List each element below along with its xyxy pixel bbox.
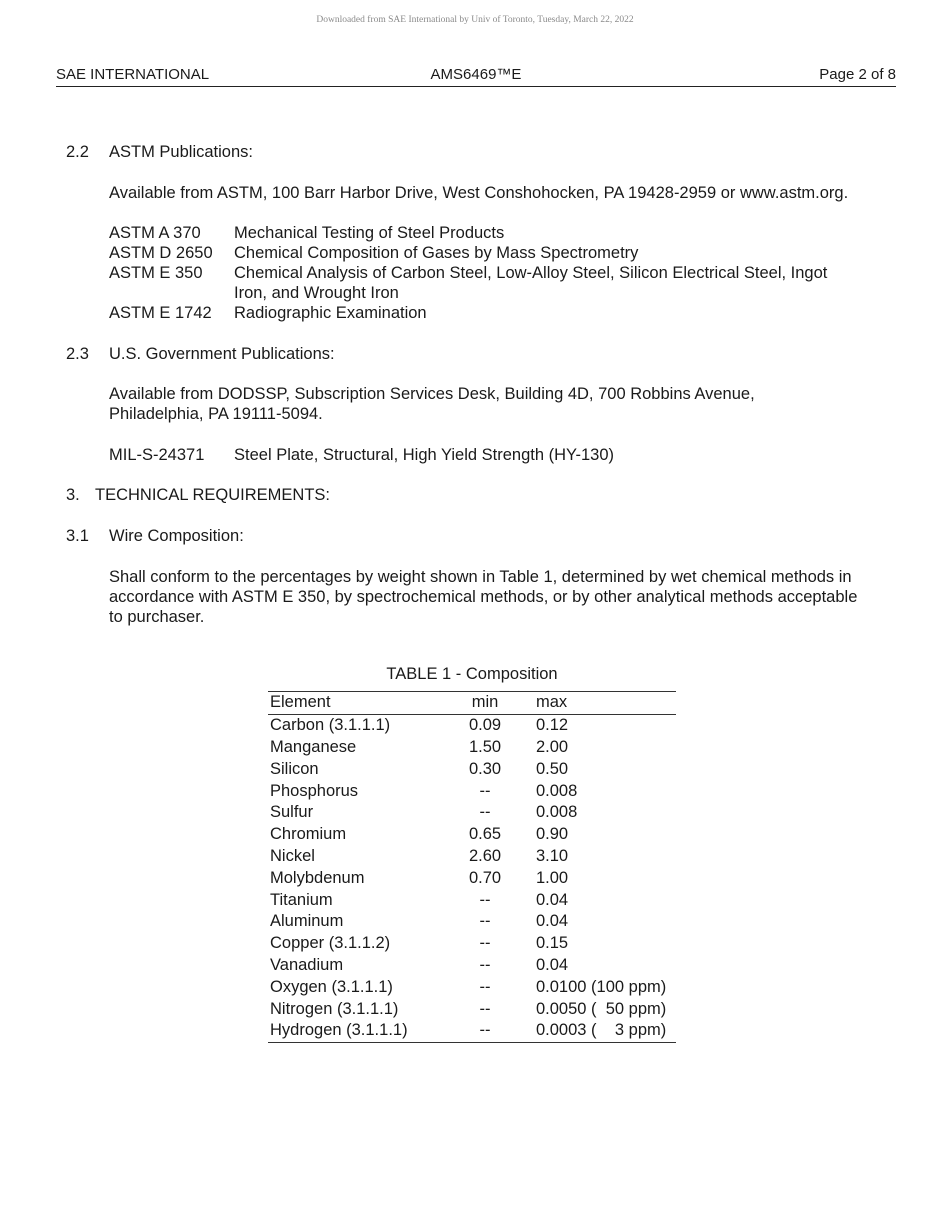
max-cell: 0.008 bbox=[536, 803, 578, 822]
element-cell: Nickel bbox=[270, 846, 315, 865]
max-cell: 3.10 bbox=[536, 846, 569, 865]
min-cell: 0.65 bbox=[468, 825, 502, 844]
dodssp-availability: Available from DODSSP, Subscription Services Desk, Building 4D, 700 Robbins Avenue, Philadelphia, PA 19111-5094. bbox=[109, 385, 755, 423]
element-cell: Manganese bbox=[270, 737, 357, 756]
table-row bbox=[268, 976, 676, 998]
table-row bbox=[268, 714, 676, 736]
max-cell: 0.0003 ( 3 ppm) bbox=[536, 1021, 667, 1040]
ref-title: Radiographic Examination bbox=[234, 304, 427, 322]
ref-title: Mechanical Testing of Steel Products bbox=[234, 224, 505, 242]
table-row bbox=[268, 911, 676, 933]
composition-table bbox=[268, 691, 676, 1043]
max-cell: 2.00 bbox=[536, 737, 569, 756]
max-cell: 0.15 bbox=[536, 934, 569, 953]
min-cell: -- bbox=[479, 934, 491, 953]
max-cell: 0.50 bbox=[536, 759, 569, 778]
min-cell: -- bbox=[479, 803, 491, 822]
element-cell: Titanium bbox=[270, 890, 333, 909]
min-cell: -- bbox=[479, 955, 491, 974]
min-cell: 1.50 bbox=[468, 737, 502, 756]
element-cell: Chromium bbox=[270, 825, 347, 844]
ref-title: Chemical Analysis of Carbon Steel, Low-Alloy Steel, Silicon Electrical Steel, Ingot Iron, and Wrought Iron bbox=[234, 264, 828, 302]
table-row bbox=[268, 889, 676, 911]
table-row bbox=[268, 1020, 676, 1042]
ref-title: Steel Plate, Structural, High Yield Strength (HY-130) bbox=[234, 446, 615, 464]
max-cell: 0.04 bbox=[536, 955, 569, 974]
column-header-max: max bbox=[516, 692, 676, 715]
section-3-1-number: 3.1 bbox=[66, 527, 89, 545]
astm-availability: Available from ASTM, 100 Barr Harbor Drive, West Conshohocken, PA 19428-2959 or www.astm.org. bbox=[109, 184, 849, 202]
element-cell: Molybdenum bbox=[270, 868, 365, 887]
max-cell: 0.04 bbox=[536, 890, 569, 909]
composition-requirement-text: Shall conform to the percentages by weight shown in Table 1, determined by wet chemical methods in accordance with ASTM E 350, by spectrochemical methods, or by other analytical methods acceptable to purchaser. bbox=[109, 568, 858, 626]
max-cell: 1.00 bbox=[536, 868, 569, 887]
ref-code: ASTM E 1742 bbox=[109, 304, 212, 322]
min-cell: -- bbox=[479, 977, 491, 996]
ref-title: Chemical Composition of Gases by Mass Spectrometry bbox=[234, 244, 639, 262]
table-row bbox=[268, 758, 676, 780]
element-cell: Vanadium bbox=[270, 955, 344, 974]
min-cell: -- bbox=[479, 1021, 491, 1040]
section-2-3-number: 2.3 bbox=[66, 345, 89, 363]
table-row bbox=[268, 824, 676, 846]
section-3-title: TECHNICAL REQUIREMENTS: bbox=[95, 486, 330, 504]
table-row bbox=[268, 737, 676, 759]
ref-code: ASTM D 2650 bbox=[109, 244, 213, 262]
min-cell: -- bbox=[479, 890, 491, 909]
table-row bbox=[268, 867, 676, 889]
min-cell: 2.60 bbox=[468, 846, 502, 865]
element-cell: Sulfur bbox=[270, 803, 314, 822]
min-cell: -- bbox=[479, 781, 491, 800]
section-2-3-title: U.S. Government Publications: bbox=[109, 345, 335, 363]
table-row bbox=[268, 780, 676, 802]
element-cell: Hydrogen (3.1.1.1) bbox=[270, 1021, 408, 1040]
table-row bbox=[268, 998, 676, 1020]
column-header-min: min bbox=[454, 692, 516, 715]
min-cell: 0.70 bbox=[468, 868, 502, 887]
element-cell: Nitrogen (3.1.1.1) bbox=[270, 999, 399, 1018]
section-2-2-number: 2.2 bbox=[66, 143, 89, 161]
element-cell: Aluminum bbox=[270, 912, 344, 931]
max-cell: 0.04 bbox=[536, 912, 569, 931]
table-header-row bbox=[268, 692, 676, 715]
table-row bbox=[268, 802, 676, 824]
element-cell: Silicon bbox=[270, 759, 319, 778]
table-row bbox=[268, 846, 676, 868]
section-3-number: 3. bbox=[66, 486, 80, 504]
ref-code: MIL-S-24371 bbox=[109, 446, 205, 464]
max-cell: 0.0100 (100 ppm) bbox=[536, 977, 667, 996]
min-cell: -- bbox=[479, 999, 491, 1018]
max-cell: 0.008 bbox=[536, 781, 578, 800]
section-2-2-title: ASTM Publications: bbox=[109, 143, 253, 161]
page-header bbox=[56, 66, 896, 87]
ref-code: ASTM E 350 bbox=[109, 264, 203, 282]
max-cell: 0.90 bbox=[536, 825, 569, 844]
element-cell: Oxygen (3.1.1.1) bbox=[270, 977, 393, 996]
download-watermark: Downloaded from SAE International by Univ of Toronto, Tuesday, March 22, 2022 bbox=[316, 15, 634, 25]
table-row bbox=[268, 955, 676, 977]
publisher-name: SAE INTERNATIONAL bbox=[56, 66, 210, 83]
page-number: Page 2 of 8 bbox=[819, 66, 896, 83]
element-cell: Carbon (3.1.1.1) bbox=[270, 716, 391, 735]
min-cell: 0.30 bbox=[468, 759, 502, 778]
ref-code: ASTM A 370 bbox=[109, 224, 201, 242]
element-cell: Phosphorus bbox=[270, 781, 359, 800]
max-cell: 0.12 bbox=[536, 716, 569, 735]
table-caption: TABLE 1 - Composition bbox=[386, 665, 558, 683]
column-header-element: Element bbox=[268, 692, 454, 715]
table-row bbox=[268, 933, 676, 955]
max-cell: 0.0050 ( 50 ppm) bbox=[536, 999, 667, 1018]
min-cell: 0.09 bbox=[468, 716, 502, 735]
section-3-1-title: Wire Composition: bbox=[109, 527, 244, 545]
min-cell: -- bbox=[479, 912, 491, 931]
element-cell: Copper (3.1.1.2) bbox=[270, 934, 391, 953]
document-number: AMS6469™E bbox=[430, 66, 522, 83]
